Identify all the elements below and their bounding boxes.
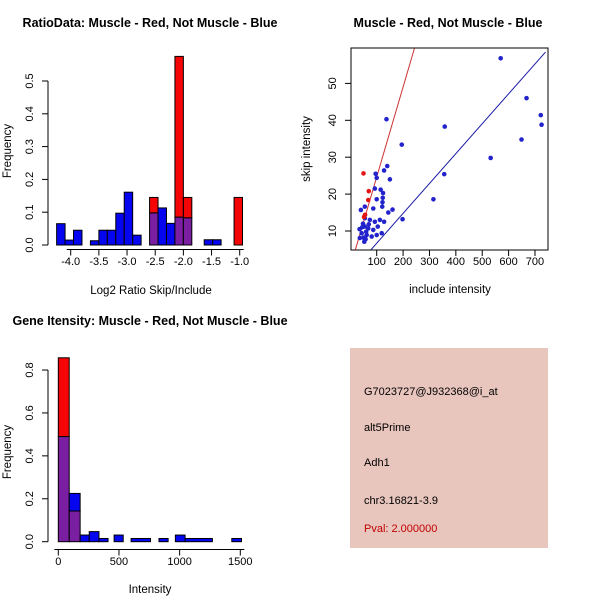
hist-bar-blue (159, 538, 168, 541)
hist-bar-blue (204, 240, 212, 245)
chart-title: RatioData: Muscle - Red, Not Muscle - Blue (22, 16, 278, 30)
hist-bar-blue (65, 240, 73, 245)
hist-bar-red (234, 197, 242, 245)
hist-bar-blue (166, 223, 174, 245)
hist-bar-blue (185, 538, 212, 541)
scatter-point (364, 229, 369, 234)
y-tick-label: 20 (327, 187, 339, 201)
x-tick-label: 200 (393, 256, 413, 268)
x-tick-label: -1.0 (230, 256, 250, 268)
x-tick-label: -1.5 (202, 256, 222, 268)
y-tick-label: 0.2 (24, 491, 36, 507)
scatter-point (442, 172, 447, 177)
y-tick-label: 0.4 (24, 448, 36, 464)
scatter-point (366, 222, 371, 227)
hist-bar-red (175, 56, 183, 217)
hist-bar-blue (69, 493, 80, 511)
x-tick-label: 500 (473, 256, 492, 268)
scatter-point (385, 164, 390, 169)
scatter-point (379, 231, 384, 236)
y-tick-label: 0.0 (24, 534, 36, 550)
x-axis (54, 550, 252, 569)
scatter-point (368, 218, 373, 223)
x-tick-label: 100 (367, 256, 386, 268)
scatter-point (374, 176, 379, 181)
y-axis (24, 362, 48, 549)
y-tick-label: 0.1 (24, 204, 36, 220)
gene-name: Adh1 (364, 457, 390, 469)
scatter-point (388, 177, 393, 182)
y-tick-label: 40 (327, 114, 339, 127)
y-tick-label: 0.8 (24, 362, 36, 378)
scatter-series-not-muscle (357, 56, 544, 244)
y-axis-label: Frequency (2, 424, 14, 480)
scatter-point (519, 137, 524, 142)
hist-bar-blue (74, 230, 82, 245)
scatter-point (371, 206, 376, 211)
y-tick-label: 0.0 (24, 237, 36, 253)
scatter-point (539, 122, 544, 127)
hist-bar-blue (116, 213, 124, 245)
scatter-point (498, 56, 503, 61)
splice-type: alt5Prime (364, 422, 411, 434)
scatter-point (361, 171, 366, 176)
x-tick-label: -2.0 (173, 256, 193, 268)
scatter-point (373, 186, 378, 191)
probe-id: G7023727@J932368@i_at (364, 386, 498, 398)
x-axis-label: Intensity (128, 584, 172, 596)
x-axis (61, 250, 249, 269)
scatter-point (363, 237, 368, 242)
x-tick-label: -3.0 (117, 256, 137, 268)
scatter-point (363, 204, 368, 209)
y-tick-label: 50 (327, 77, 339, 90)
x-axis (368, 250, 545, 268)
scatter-point (431, 197, 436, 202)
histogram-bars (58, 358, 241, 542)
hist-bar-blue (90, 241, 98, 245)
x-tick-label: -2.5 (145, 256, 165, 268)
scatter-point (378, 218, 383, 223)
hist-bar-blue (99, 538, 108, 541)
histogram-bars (57, 56, 243, 245)
y-tick-label: 0.4 (24, 106, 36, 122)
scatter-point (380, 195, 385, 200)
x-tick-label: 600 (499, 256, 518, 268)
x-tick-label: 1000 (167, 556, 192, 568)
y-tick-label: 0.5 (24, 73, 36, 89)
hist-bar-purple (183, 218, 191, 245)
scatter-point (371, 228, 376, 233)
hist-bar-purple (58, 437, 69, 542)
x-tick-label: -3.5 (89, 256, 109, 268)
hist-bar-red (150, 197, 158, 212)
scatter-point (488, 156, 493, 161)
scatter-point (382, 168, 387, 173)
hist-bar-blue (131, 538, 150, 541)
hist-bar-purple (69, 511, 80, 542)
scatter-point (390, 207, 395, 212)
scatter-point (524, 96, 529, 101)
scatter-point (359, 208, 364, 213)
hist-bar-blue (133, 235, 141, 245)
scatter-point (373, 172, 378, 177)
x-tick-label: -4.0 (61, 256, 81, 268)
y-tick-label: 0.3 (24, 138, 36, 155)
chart-title: Gene Itensity: Muscle - Red, Not Muscle - Blue (12, 314, 288, 328)
y-axis (24, 73, 48, 252)
scatter-point (360, 225, 365, 230)
intensity-scatter-chart (300, 0, 600, 300)
scatter-point (373, 219, 378, 224)
scatter-point (366, 189, 371, 194)
scatter-point (380, 200, 385, 205)
scatter-point (375, 224, 380, 229)
hist-bar-blue (124, 192, 132, 245)
scatter-point (442, 124, 447, 129)
pval-text: Pval: 2.000000 (364, 523, 438, 535)
y-tick-label: 0.6 (24, 405, 36, 421)
hist-bar-blue (107, 230, 115, 245)
chart-title: Muscle - Red, Not Muscle - Blue (353, 16, 543, 30)
scatter-point (374, 233, 379, 238)
scatter-point (381, 191, 386, 196)
y-tick-label: 10 (327, 224, 339, 238)
ratio-histogram-chart (0, 0, 300, 300)
gene-intensity-histogram-chart (0, 300, 300, 600)
scatter-point (382, 219, 387, 224)
x-tick-label: 0 (55, 556, 62, 568)
hist-bar-blue (213, 240, 221, 245)
hist-bar-blue (114, 535, 123, 542)
x-axis-label: Log2 Ratio Skip/Include (90, 285, 212, 297)
hist-bar-purple (175, 217, 183, 245)
scatter-point (380, 204, 385, 209)
x-axis-label: include intensity (409, 284, 491, 296)
hist-bar-blue (158, 208, 166, 245)
x-tick-label: 300 (420, 256, 439, 268)
hist-bar-red (58, 358, 69, 437)
hist-bar-blue (89, 532, 99, 542)
x-tick-label: 500 (109, 556, 129, 568)
hist-bar-purple (150, 213, 158, 245)
scatter-point (400, 217, 405, 222)
scatter-point (384, 117, 389, 122)
scatter-point (362, 215, 367, 220)
info-panel (350, 348, 548, 548)
scatter-point (374, 197, 379, 202)
y-tick-label: 0.2 (24, 171, 36, 188)
genome-location: chr3.16821-3.9 (364, 495, 438, 507)
scatter-point (399, 142, 404, 147)
scatter-point (369, 234, 374, 239)
y-axis-label: Frequency (2, 123, 14, 179)
fit-line-notmuscle-fit (371, 52, 546, 250)
scatter-point (366, 198, 371, 203)
hist-bar-blue (80, 535, 89, 542)
scatter-point (538, 113, 543, 118)
y-tick-label: 30 (327, 151, 339, 164)
hist-bar-blue (175, 535, 185, 542)
y-axis (327, 77, 351, 237)
y-axis-label: skip intensity (301, 116, 313, 182)
x-tick-label: 1500 (228, 556, 253, 568)
scatter-point (359, 231, 364, 236)
scatter-point (386, 210, 391, 215)
x-tick-label: 400 (446, 256, 466, 268)
hist-bar-red (183, 197, 191, 217)
x-tick-label: 700 (525, 256, 545, 268)
hist-bar-blue (232, 538, 242, 541)
hist-bar-blue (57, 224, 65, 245)
hist-bar-blue (99, 230, 107, 245)
